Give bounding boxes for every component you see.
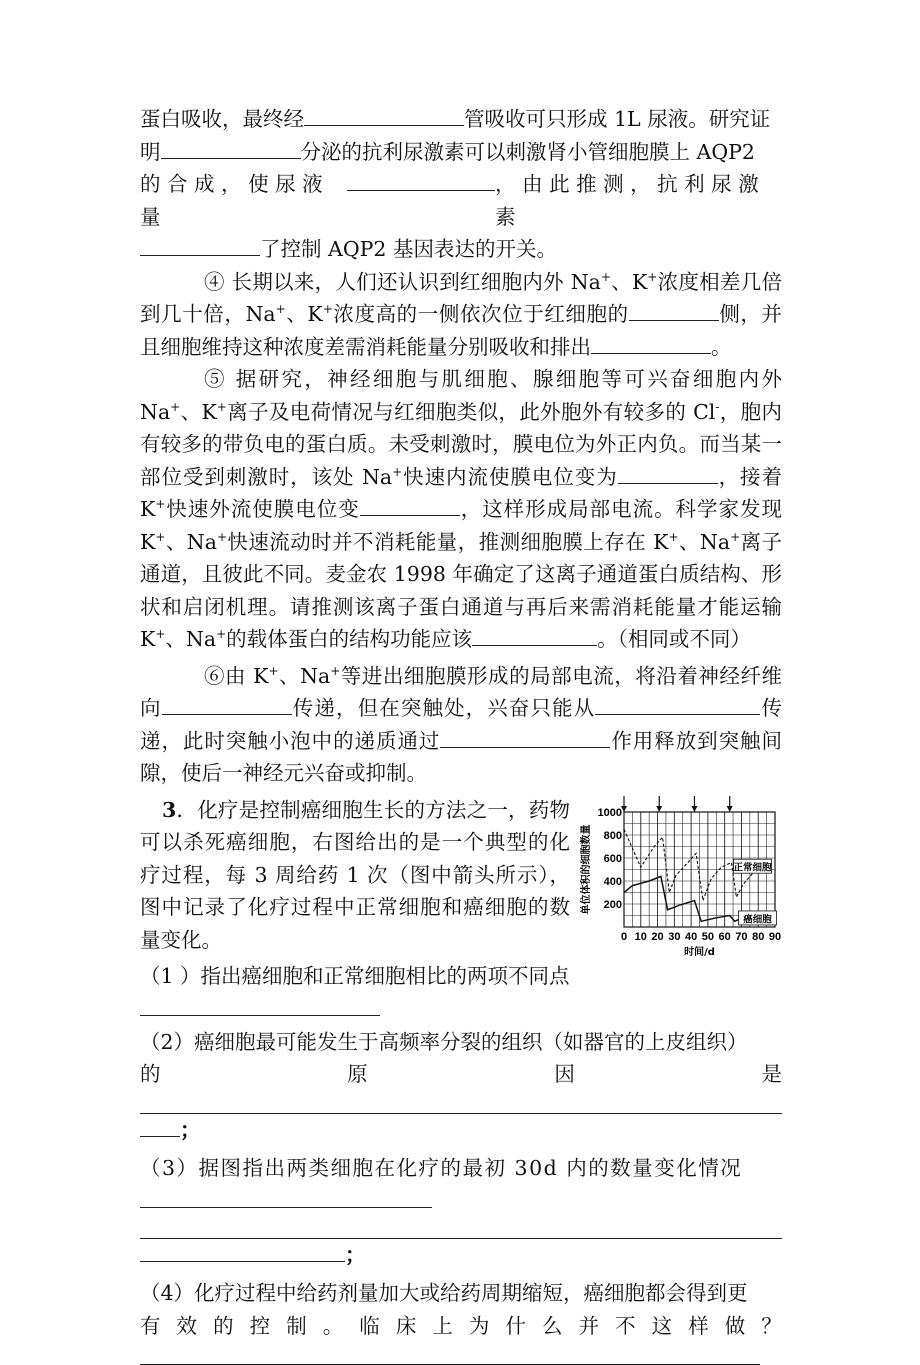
text: 传递，但在突触处，兴奋只能从 xyxy=(291,696,596,720)
answer-blank[interactable] xyxy=(629,298,719,321)
text: 蛋白吸收，最终经 xyxy=(140,107,304,131)
superscript: + xyxy=(647,269,658,284)
answer-blank[interactable] xyxy=(140,233,260,256)
text: ⑥由 K xyxy=(204,663,269,688)
cell-count-chart xyxy=(578,794,788,959)
text: ．化疗是控制癌细胞生长的方法之一，药物可以杀死癌细胞，右图给出的是一个典型的化疗过程，每 3 周给药 1 次（图中箭头所示），图中记录了化疗过程中正常细胞和癌细胞的数量变化。 xyxy=(140,797,570,952)
text: ； xyxy=(180,1117,201,1142)
question-3-sub-2-line-2 xyxy=(140,1058,782,1091)
question-3-sub-1 xyxy=(140,960,570,1025)
answer-blank[interactable] xyxy=(162,692,292,715)
para-1-line-3 xyxy=(140,168,782,233)
text: ，接着 K xyxy=(140,464,783,521)
text: ？ xyxy=(761,1313,782,1338)
para-1-line-2 xyxy=(140,136,782,169)
text: 有 xyxy=(140,1313,161,1338)
y-axis-label: 单位体积的细胞数量 xyxy=(581,824,592,914)
superscript: + xyxy=(322,302,333,317)
text: 离子通道，且彼此不同。麦金农 1998 年确定了这离子通道蛋白质结构、形状和启闭机理。请推测该离子蛋白通道与再后来需消耗能量才能运输 K xyxy=(140,529,782,651)
superscript: - xyxy=(715,399,720,414)
x-tick-label: 70 xyxy=(735,930,748,943)
superscript: + xyxy=(216,529,227,544)
x-tick-label: 40 xyxy=(684,930,698,943)
text: 了控制 AQP2 基因表达的开关。 xyxy=(260,237,557,261)
question-3-sub-2-line-1 xyxy=(140,1026,782,1059)
text: 。 xyxy=(711,334,732,359)
text: 不 xyxy=(615,1313,636,1338)
text: 什 xyxy=(505,1313,526,1338)
answer-line[interactable] xyxy=(140,1185,432,1208)
text: 上 xyxy=(432,1313,453,1338)
superscript: + xyxy=(268,663,279,678)
text: 控 xyxy=(249,1313,271,1338)
question-number: 3 xyxy=(162,797,177,822)
text: 、Na xyxy=(165,627,217,651)
text: 明 xyxy=(140,139,161,164)
y-tick-label: 400 xyxy=(603,875,622,888)
question-3-sub-4-line-1 xyxy=(140,1277,782,1310)
text: 的 合 成 ， 使 尿 液 量 xyxy=(140,172,323,229)
text: 、Na xyxy=(278,663,331,688)
text: 么 xyxy=(542,1313,563,1338)
text: ， 由 此 推 测 ， 抗 利 尿 激 素 xyxy=(495,172,759,229)
question-3-sub-3 xyxy=(140,1152,782,1185)
answer-blank[interactable] xyxy=(595,692,760,715)
answer-blank[interactable] xyxy=(140,1239,345,1262)
text: 快速流动时并不消耗能量，推测细胞膜上存在 K xyxy=(227,529,669,554)
page-content xyxy=(140,103,782,1365)
x-axis-label: 时间/d xyxy=(684,946,715,958)
question-3 xyxy=(140,794,782,1026)
text: 快速内流使膜电位变为 xyxy=(402,464,618,489)
para-1-line-4 xyxy=(140,233,782,266)
text: （3）据图指出两类细胞在化疗的最初 30d 内的数量变化情况 xyxy=(140,1156,743,1180)
text: 临 xyxy=(359,1313,380,1338)
text: ，胞内有较多的带负电的蛋白质。未受刺激时，膜电位为外正内负。而当某一部位受到刺激时，该处 Na xyxy=(140,399,782,489)
answer-blank[interactable] xyxy=(591,331,711,354)
question-3-stem xyxy=(140,794,570,957)
superscript: + xyxy=(155,627,166,642)
answer-blank[interactable] xyxy=(347,168,495,191)
dose-arrow-head xyxy=(691,806,697,812)
dose-arrow-head xyxy=(727,806,733,812)
text: ④ 长期以来，人们还认识到红细胞内外 Na xyxy=(204,269,601,294)
para-1-line-1 xyxy=(140,103,782,136)
text: 。（相同或不同） xyxy=(597,627,751,651)
superscript: + xyxy=(668,529,679,544)
series-label: 正常细胞 xyxy=(733,862,772,874)
superscript: + xyxy=(275,302,286,317)
answer-line[interactable] xyxy=(140,1342,760,1365)
answer-line[interactable] xyxy=(140,1216,782,1239)
text: ； xyxy=(345,1242,366,1267)
text: 是 xyxy=(761,1062,782,1086)
y-tick-label: 800 xyxy=(603,829,622,842)
text: 并 xyxy=(578,1313,600,1338)
x-tick-label: 80 xyxy=(752,930,765,943)
text: 。 xyxy=(322,1313,344,1338)
x-tick-label: 10 xyxy=(634,930,647,943)
text: （1 ）指出癌细胞和正常细胞相比的两项不同点 xyxy=(140,964,570,988)
answer-blank[interactable] xyxy=(140,993,380,1016)
superscript: + xyxy=(392,464,403,479)
text: 离子及电荷情况与红细胞类似，此外胞外有较多的 Cl xyxy=(226,399,716,424)
superscript: + xyxy=(600,269,611,284)
x-tick-label: 60 xyxy=(718,930,731,943)
x-tick-label: 90 xyxy=(768,930,782,943)
answer-blank[interactable] xyxy=(472,623,597,646)
superscript: + xyxy=(155,497,166,512)
text: 、Na xyxy=(165,529,217,554)
answer-line[interactable] xyxy=(140,1091,782,1114)
text: 、K xyxy=(610,269,648,294)
para-6 xyxy=(140,660,782,790)
superscript: + xyxy=(216,627,227,642)
y-tick-label: 1000 xyxy=(597,806,622,819)
y-tick-label: 200 xyxy=(603,898,622,911)
text: 效 xyxy=(176,1313,198,1338)
text: 因 xyxy=(554,1062,575,1086)
text: 床 xyxy=(395,1313,417,1338)
text: ⑤ 据研究，神经细胞与肌细胞、腺细胞等可兴奋细胞内外Na xyxy=(140,367,782,424)
answer-blank[interactable] xyxy=(140,1114,180,1137)
text: 为 xyxy=(468,1313,490,1338)
para-4 xyxy=(140,266,782,364)
question-3-sub-4-line-2 xyxy=(140,1310,782,1343)
text: 的 xyxy=(140,1062,161,1086)
question-3-sub-3-end xyxy=(140,1239,782,1272)
text: （2）癌细胞最可能发生于高频率分裂的组织（如器官的上皮组织） xyxy=(140,1029,748,1054)
x-tick-label: 20 xyxy=(651,930,664,943)
superscript: + xyxy=(216,399,227,414)
superscript: + xyxy=(330,663,341,678)
answer-blank[interactable] xyxy=(618,461,718,484)
text: 制 xyxy=(286,1313,307,1338)
answer-blank[interactable] xyxy=(304,103,464,126)
text: 的载体蛋白的结构功能应该 xyxy=(226,627,473,651)
text: 、Na xyxy=(678,529,731,554)
text: 浓度高的一侧依次位于红细胞的 xyxy=(332,302,629,326)
para-5 xyxy=(140,363,782,656)
answer-blank[interactable] xyxy=(161,136,301,159)
x-tick-label: 0 xyxy=(620,930,628,943)
text: 管吸收可只形成 1L 尿液。研究证 xyxy=(464,107,771,131)
x-tick-label: 50 xyxy=(701,930,715,943)
text: 分泌的抗利尿激素可以刺激肾小管细胞膜上 AQP2 xyxy=(300,139,755,164)
text: 浓度相差几倍到几十倍，Na xyxy=(140,269,782,326)
text: 传递，此时突触小泡中的递质通过 xyxy=(140,696,783,753)
text: 等进出细胞膜形成的局部电流，将沿着神经纤维向 xyxy=(140,663,782,720)
text: 侧，并且细胞维持这种浓度差需消耗能量分别吸收和排出 xyxy=(140,302,783,359)
superscript: + xyxy=(155,529,166,544)
text: 做 xyxy=(724,1313,746,1338)
text: 原 xyxy=(347,1062,368,1086)
dose-arrow-head xyxy=(656,806,662,812)
superscript: + xyxy=(730,529,741,544)
answer-blank[interactable] xyxy=(360,493,460,516)
y-tick-label: 600 xyxy=(603,852,622,865)
text: 这 xyxy=(651,1313,673,1338)
text: 的 xyxy=(213,1313,234,1338)
answer-blank[interactable] xyxy=(440,725,610,748)
text: （4）化疗过程中给药剂量加大或给药周期缩短，癌细胞都会得到更 xyxy=(140,1281,748,1305)
text: ，这样形成局部电流。科学家发现 K xyxy=(140,497,782,554)
question-3-sub-2-end xyxy=(140,1114,782,1147)
text: 快速外流使膜电位变 xyxy=(165,497,360,521)
series-label: 癌细胞 xyxy=(743,913,772,925)
text: 、K xyxy=(180,399,217,424)
text: 作用释放到突触间隙，使后一神经元兴奋或抑制。 xyxy=(140,728,783,785)
x-tick-label: 30 xyxy=(668,930,681,943)
text: 样 xyxy=(688,1313,709,1338)
superscript: + xyxy=(170,399,181,414)
text: 、K xyxy=(285,302,323,326)
